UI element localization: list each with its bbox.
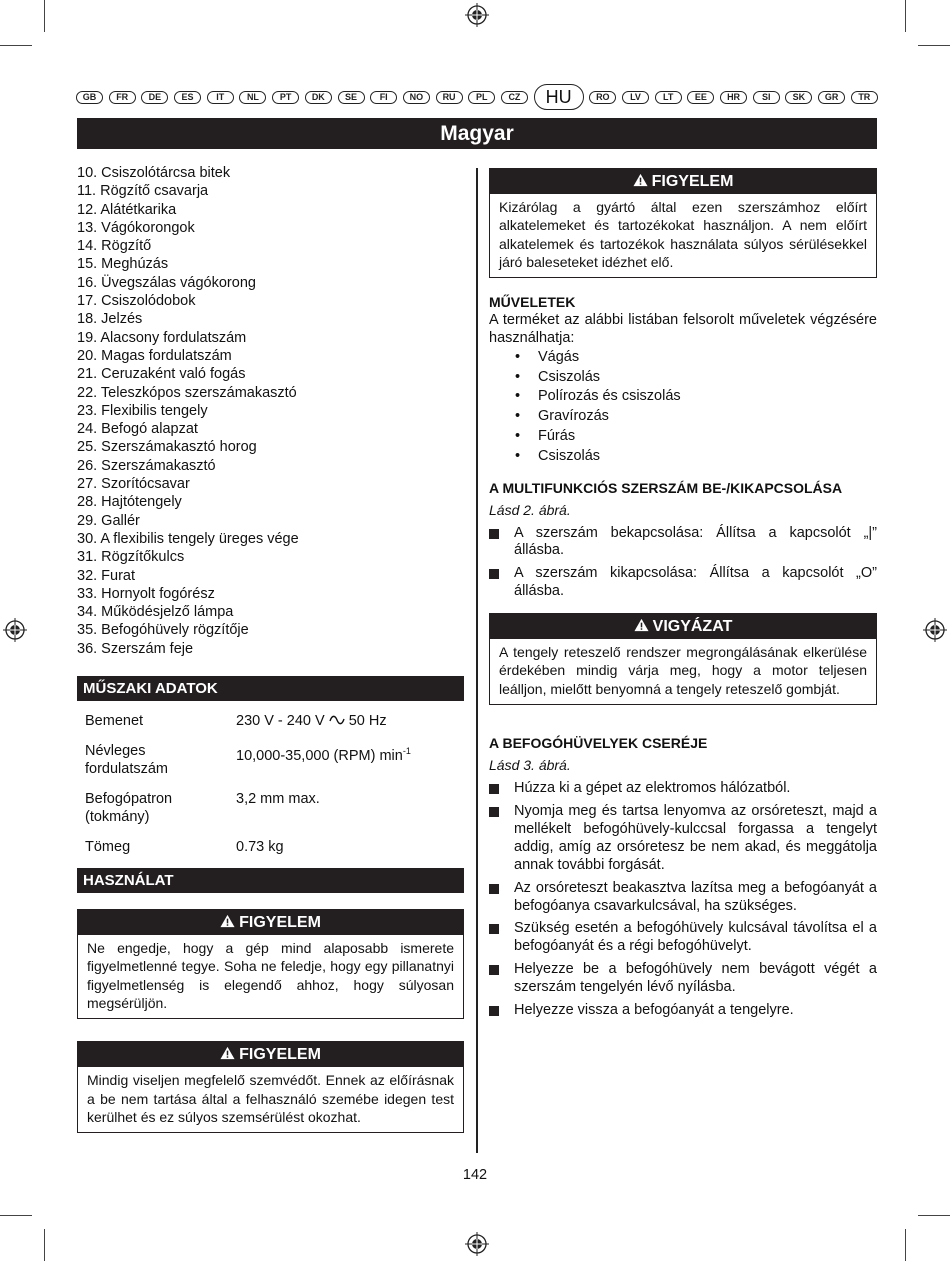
list-item: Nyomja meg és tartsa lenyomva az orsóreteszt, majd a mellékelt befogóhüvely-kulccsal forgassa a tengelyt addig, amíg az orsóretesz be nem akad, és meggátolja annak további forgását. xyxy=(489,803,877,875)
list-item: 30. A flexibilis tengely üreges vége xyxy=(77,530,299,547)
crop-mark xyxy=(0,45,32,46)
list-item: • Polírozás és csiszolás xyxy=(515,387,877,407)
spec-label: Tömeg xyxy=(85,839,131,856)
list-item: Helyezze be a befogóhüvely nem bevágott végét a szerszám tengelyén lévő nyílásba. xyxy=(489,961,877,997)
list-item: 11. Rögzítő csavarja xyxy=(77,183,209,200)
language-chip-hr: HR xyxy=(720,91,747,104)
language-chip-ru: RU xyxy=(436,91,463,104)
language-chip-fi: FI xyxy=(370,91,397,104)
language-selector xyxy=(76,84,878,110)
list-item: 22. Teleszkópos szerszámakasztó xyxy=(77,384,297,401)
list-item: 19. Alacsony fordulatszám xyxy=(77,329,247,346)
list-item: 25. Szerszámakasztó horog xyxy=(77,439,257,456)
registration-mark-icon xyxy=(3,618,27,642)
square-bullet-icon xyxy=(489,569,499,579)
list-item: 33. Hornyolt fogórész xyxy=(77,585,215,602)
list-item: 29. Gallér xyxy=(77,512,140,529)
list-item: 14. Rögzítő xyxy=(77,238,152,255)
spec-value: 3,2 mm max. xyxy=(236,791,320,808)
specs-heading: MŰSZAKI ADATOK xyxy=(77,676,464,701)
list-item: 32. Furat xyxy=(77,567,136,584)
ac-symbol-icon xyxy=(329,715,345,725)
crop-mark xyxy=(905,1229,906,1261)
language-chip-cz: CZ xyxy=(501,91,528,104)
language-chip-pt: PT xyxy=(272,91,299,104)
language-chip-fr: FR xyxy=(109,91,136,104)
spec-value: 10,000-35,000 (RPM) $\min^{-1}$ xyxy=(236,746,411,764)
spec-value: 0.73 kg xyxy=(236,839,284,856)
warning-icon xyxy=(634,618,649,632)
list-item: 24. Befogó alapzat xyxy=(77,421,198,438)
page-title: Magyar xyxy=(77,118,877,149)
language-chip-no: NO xyxy=(403,91,430,104)
list-item: 26. Szerszámakasztó xyxy=(77,457,216,474)
spec-label: Névleges fordulatszám xyxy=(85,743,169,778)
caution-box xyxy=(489,613,877,705)
language-chip-it: IT xyxy=(207,91,234,104)
warning-icon xyxy=(633,173,648,187)
list-item: • Csiszolás xyxy=(515,368,877,388)
language-chip-se: SE xyxy=(338,91,365,104)
table-row xyxy=(77,788,464,836)
list-item: 15. Meghúzás xyxy=(77,256,169,273)
list-item: • Csiszolás xyxy=(515,447,877,467)
list-item: A szerszám bekapcsolása: Állítsa a kapcsolót „|” állásba. xyxy=(489,525,877,561)
language-chip-lv: LV xyxy=(622,91,649,104)
language-chip-dk: DK xyxy=(305,91,332,104)
registration-mark-icon xyxy=(923,618,947,642)
language-chip-hu: HU xyxy=(534,84,584,110)
list-item: 27. Szorítócsavar xyxy=(77,476,190,493)
left-column xyxy=(77,164,464,1133)
list-item: A szerszám kikapcsolása: Állítsa a kapcsolót „O” állásba. xyxy=(489,565,877,601)
list-item: 23. Flexibilis tengely xyxy=(77,402,208,419)
language-chip-es: ES xyxy=(174,91,201,104)
warning-box xyxy=(77,909,464,1019)
list-item: 12. Alátétkarika xyxy=(77,201,177,218)
warning-text: Ne engedje, hogy a gép mind alaposabb ismerete figyelmetlenné tegye. Soha ne feledje, hogy egy pillanatnyi figyelmetlenség is elegendő ahhoz, hogy súlyosan megsérüljön. xyxy=(87,940,454,1011)
list-item: • Gravírozás xyxy=(515,407,877,427)
collet-figure-ref: Lásd 3. ábrá. xyxy=(489,757,571,774)
table-row xyxy=(77,740,464,788)
warning-text: Mindig viseljen megfelelő szemvédőt. Ennek az előírásnak a be nem tartása által a felhasználó szemébe idegen test kerülhet és ez súlyos szemsérülést okozhat. xyxy=(87,1072,454,1125)
list-item: • Fúrás xyxy=(515,427,877,447)
spec-label: Befogópatron (tokmány) xyxy=(85,791,173,826)
registration-mark-icon xyxy=(465,1232,489,1256)
warning-box xyxy=(489,168,877,278)
table-row xyxy=(77,710,464,740)
parts-list xyxy=(77,164,464,658)
operations-list xyxy=(489,348,877,467)
switch-heading: A MULTIFUNKCIÓS SZERSZÁM BE-/KIKAPCSOLÁSA xyxy=(489,479,843,496)
language-chip-nl: NL xyxy=(239,91,266,104)
registration-mark-icon xyxy=(465,3,489,27)
usage-heading: HASZNÁLAT xyxy=(77,868,464,893)
language-chip-pl: PL xyxy=(468,91,495,104)
square-bullet-icon xyxy=(489,884,499,894)
list-item: Szükség esetén a befogóhüvely kulcsával távolítsa el a befogóanyát és a régi befogóhüvelyt. xyxy=(489,920,877,956)
square-bullet-icon xyxy=(489,924,499,934)
specs-table xyxy=(77,710,464,866)
list-item: 13. Vágókorongok xyxy=(77,219,195,236)
square-bullet-icon xyxy=(489,784,499,794)
square-bullet-icon xyxy=(489,529,499,539)
caution-header: VIGYÁZAT xyxy=(490,614,876,639)
crop-mark xyxy=(918,45,950,46)
switch-list xyxy=(489,525,877,602)
list-item: 21. Ceruzaként való fogás xyxy=(77,366,246,383)
list-item: 35. Befogóhüvely rögzítője xyxy=(77,622,249,639)
list-item: 16. Üvegszálas vágókorong xyxy=(77,274,256,291)
language-chip-ro: RO xyxy=(589,91,616,104)
warning-box xyxy=(77,1041,464,1133)
list-item: 34. Működésjelző lámpa xyxy=(77,604,234,621)
square-bullet-icon xyxy=(489,1006,499,1016)
warning-icon xyxy=(220,1046,235,1060)
operations-heading: MŰVELETEK xyxy=(489,294,576,311)
list-item: 36. Szerszám feje xyxy=(77,640,194,657)
language-chip-si: SI xyxy=(753,91,780,104)
list-item: Az orsóreteszt beakasztva lazítsa meg a befogóanyát a befogóanya csavarkulcsával, ha szükséges. xyxy=(489,880,877,916)
list-item: 17. Csiszolódobok xyxy=(77,293,196,310)
crop-mark xyxy=(44,1229,45,1261)
list-item: • Vágás xyxy=(515,348,877,368)
list-item: Helyezze vissza a befogóanyát a tengelyre. xyxy=(489,1002,877,1020)
warning-header: FIGYELEM xyxy=(490,169,876,194)
language-chip-tr: TR xyxy=(851,91,878,104)
language-chip-lt: LT xyxy=(655,91,682,104)
crop-mark xyxy=(918,1215,950,1216)
square-bullet-icon xyxy=(489,965,499,975)
list-item: 10. Csiszolótárcsa bitek xyxy=(77,165,231,181)
warning-header: FIGYELEM xyxy=(78,1042,463,1067)
language-chip-sk: SK xyxy=(785,91,812,104)
crop-mark xyxy=(44,0,45,32)
caution-text: A tengely reteszelő rendszer megrongálásának elkerülése érdekében mindig várja meg, hogy a motor teljesen leálljon, mielőtt benyomná a tengely reteszelő gombját. xyxy=(499,644,867,697)
language-chip-de: DE xyxy=(141,91,168,104)
collet-heading: A BEFOGÓHÜVELYEK CSERÉJE xyxy=(489,735,708,752)
collet-list xyxy=(489,780,877,1020)
spec-value: 230 V - 240 V 50 Hz xyxy=(236,713,387,730)
page-number: 142 xyxy=(462,1167,488,1183)
right-column xyxy=(489,168,877,1025)
language-chip-ee: EE xyxy=(687,91,714,104)
list-item: 20. Magas fordulatszám xyxy=(77,347,232,364)
list-item: 18. Jelzés xyxy=(77,311,143,328)
crop-mark xyxy=(0,1215,32,1216)
switch-figure-ref: Lásd 2. ábrá. xyxy=(489,501,571,518)
column-divider xyxy=(476,168,478,1153)
table-row xyxy=(77,836,464,866)
list-item: 31. Rögzítőkulcs xyxy=(77,549,185,566)
list-item: 28. Hajtótengely xyxy=(77,494,182,511)
operations-intro: A terméket az alábbi listában felsorolt műveletek végzésére használhatja: xyxy=(489,312,877,347)
warning-icon xyxy=(220,914,235,928)
warning-header: FIGYELEM xyxy=(78,910,463,935)
square-bullet-icon xyxy=(489,807,499,817)
language-chip-gr: GR xyxy=(818,91,845,104)
spec-label: Bemenet xyxy=(85,713,144,730)
warning-text: Kizárólag a gyártó által ezen szerszámhoz előírt alkatelemeket és tartozékokat használjon. A nem előírt alkatelemek és tartozékok használata súlyos sérülésekkel járó baleseteket idézhet elő. xyxy=(499,199,867,270)
language-chip-gb: GB xyxy=(76,91,103,104)
list-item: Húzza ki a gépet az elektromos hálózatból. xyxy=(489,780,877,798)
crop-mark xyxy=(905,0,906,32)
